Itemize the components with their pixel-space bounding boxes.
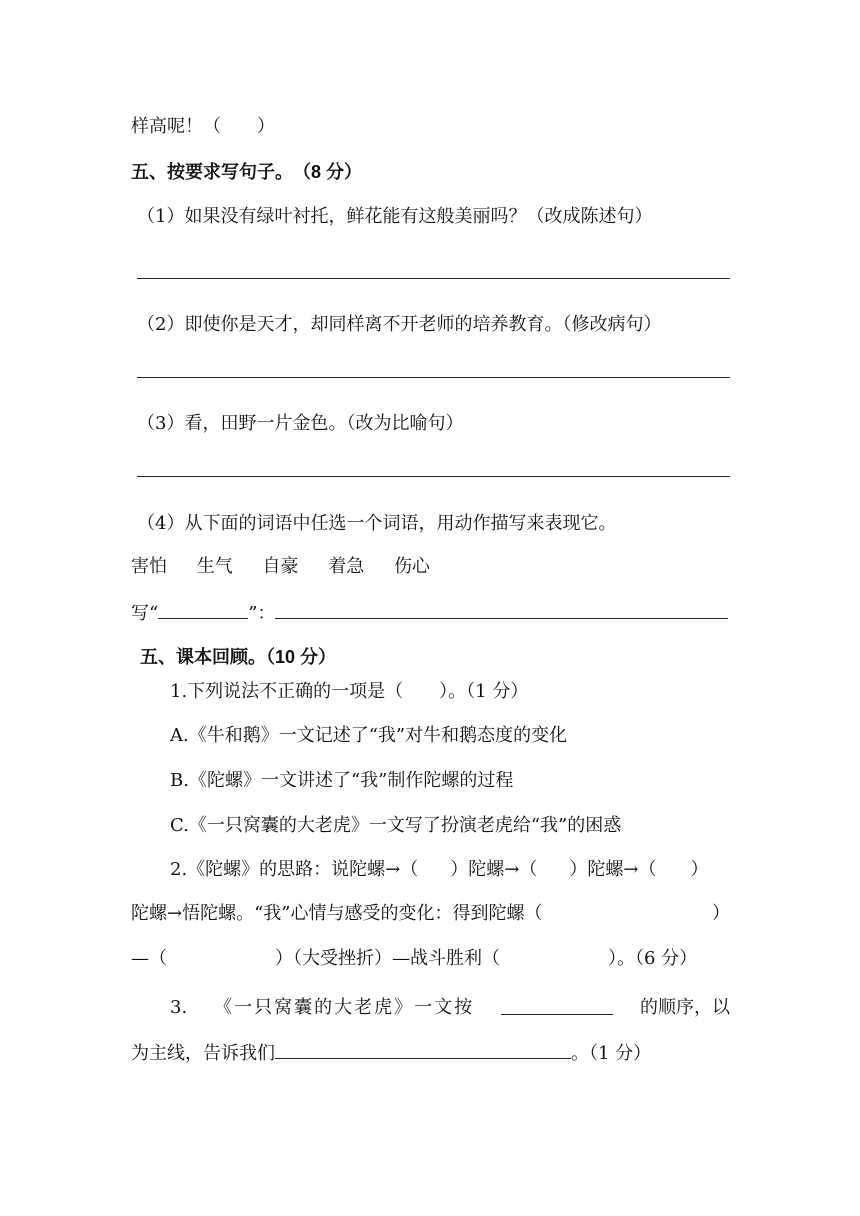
- q2-text-c: ）陀螺→（: [569, 859, 657, 880]
- q2-text-f: ）: [712, 903, 730, 924]
- section-title-sentences: 五、按要求写句子。 （8 分）: [131, 162, 363, 182]
- q3-text-d: 。（1 分）: [571, 1043, 652, 1064]
- review-question-3-line-1: [170, 996, 730, 1020]
- question-4-text: （4）从下面的词语中任选一个词语，用动作描写来表现它。: [137, 513, 617, 534]
- review-question-1: 1.下列说法不正确的一项是（ ）。（1 分）: [170, 681, 529, 702]
- q2-text-a: 2.《陀螺》的思路：说陀螺→（: [170, 859, 419, 880]
- write-mid: ”：: [248, 603, 276, 624]
- word-option[interactable]: 生气: [196, 556, 233, 577]
- question-3-text: （3）看，田野一片金色。（改为比喻句）: [137, 413, 464, 434]
- q3-text-b: 的顺序，以: [640, 997, 730, 1018]
- word-option[interactable]: 害怕: [131, 556, 167, 577]
- q2-text-i: ）。（6 分）: [608, 948, 698, 969]
- q3-text-c: 为主线，告诉我们: [131, 1043, 275, 1064]
- review-question-2-line-3: [131, 947, 697, 971]
- option-b[interactable]: B.《陀螺》一文讲述了“我”制作陀螺的过程: [170, 770, 514, 791]
- answer-line-3[interactable]: [137, 476, 730, 477]
- q2-text-g: —（: [131, 948, 167, 969]
- write-prefix: 写“: [131, 603, 159, 624]
- review-question-2-line-1: [170, 858, 708, 882]
- write-line: [131, 600, 728, 626]
- answer-line-1[interactable]: [137, 278, 730, 279]
- word-option[interactable]: 自豪: [262, 556, 299, 577]
- q3-blank-lesson[interactable]: [275, 1040, 571, 1059]
- word-option[interactable]: 着急: [328, 556, 365, 577]
- review-question-2-line-2: [131, 902, 730, 926]
- previous-question-tail: 样高呢！（ ）: [131, 116, 275, 137]
- q2-text-e: 陀螺→悟陀螺。“我”心情与感受的变化：得到陀螺（: [131, 903, 543, 924]
- question-1-text: （1）如果没有绿叶衬托，鲜花能有这般美丽吗？（改成陈述句）: [137, 206, 653, 227]
- word-options: [131, 555, 454, 579]
- q3-blank-order[interactable]: [501, 996, 613, 1015]
- q2-text-h: ）（大受挫折）—战斗胜利（: [275, 948, 500, 969]
- option-a[interactable]: A.《牛和鹅》一文记述了“我”对牛和鹅态度的变化: [170, 725, 568, 746]
- section-title-review: 五、课本回顾。（10 分）: [140, 647, 337, 667]
- q2-text-b: ）陀螺→（: [450, 859, 538, 880]
- q2-text-d: ）: [690, 859, 709, 880]
- chosen-word-blank[interactable]: [158, 600, 248, 619]
- q3-text-a: 《一只窝囊的大老虎》一文按: [214, 997, 475, 1018]
- description-blank[interactable]: [275, 600, 728, 619]
- option-c[interactable]: C.《一只窝囊的大老虎》一文写了扮演老虎给“我”的困惑: [170, 815, 622, 836]
- question-2-text: （2）即使你是天才，却同样离不开老师的培养教育。（修改病句）: [137, 314, 662, 335]
- q3-number: 3.: [170, 997, 188, 1018]
- review-question-3-line-2: [131, 1040, 651, 1066]
- answer-line-2[interactable]: [137, 377, 730, 378]
- word-option[interactable]: 伤心: [393, 556, 430, 577]
